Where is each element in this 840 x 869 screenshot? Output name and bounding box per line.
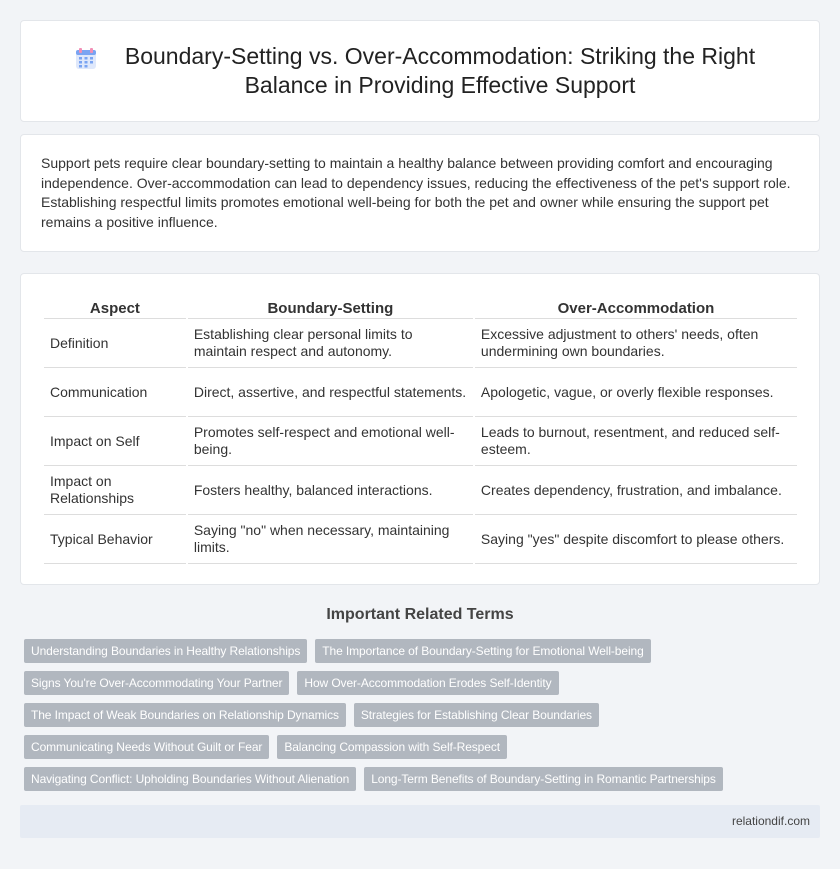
table-row xyxy=(44,417,797,466)
related-term-tag[interactable]: Understanding Boundaries in Healthy Relationships xyxy=(24,639,307,663)
cell-boundary-setting: Saying "no" when necessary, maintaining limits. xyxy=(188,515,473,564)
related-term-tag[interactable]: Strategies for Establishing Clear Boundaries xyxy=(354,703,599,727)
table-header-row xyxy=(44,297,797,319)
cell-aspect: Definition xyxy=(44,319,186,368)
table-row xyxy=(44,466,797,515)
cell-over-accommodation: Leads to burnout, resentment, and reduced self-esteem. xyxy=(475,417,797,466)
page-title: Boundary-Setting vs. Over-Accommodation: Striking the Right Balance in Providing Effective Support xyxy=(124,43,756,98)
header-boundary-setting: Boundary-Setting xyxy=(188,297,473,319)
related-term-tag[interactable]: Signs You're Over-Accommodating Your Partner xyxy=(24,671,289,695)
related-term-tag[interactable]: Communicating Needs Without Guilt or Fear xyxy=(24,735,269,759)
related-term-tag[interactable]: Balancing Compassion with Self-Respect xyxy=(277,735,507,759)
intro-paragraph: Support pets require clear boundary-setting to maintain a healthy balance between providing comfort and encouraging independence. Over-accommodation can lead to dependency issues, reducing the effectiveness of the pet's support role. Establishing respectful limits promotes emotional well-being for both the pet and owner while ensuring the support pet remains a positive influence. xyxy=(41,155,791,230)
table-row xyxy=(44,319,797,368)
cell-aspect: Communication xyxy=(44,368,186,417)
cell-boundary-setting: Direct, assertive, and respectful statements. xyxy=(188,368,473,417)
related-term-tag[interactable]: Long-Term Benefits of Boundary-Setting in Romantic Partnerships xyxy=(364,767,723,791)
cell-over-accommodation: Creates dependency, frustration, and imbalance. xyxy=(475,466,797,515)
table-row xyxy=(44,515,797,564)
title-card xyxy=(20,20,820,122)
cell-aspect: Impact on Relationships xyxy=(44,466,186,515)
comparison-table-card xyxy=(20,273,820,585)
header-over-accommodation: Over-Accommodation xyxy=(475,297,797,319)
footer-site-link[interactable]: relationdif.com xyxy=(731,814,810,828)
cell-boundary-setting: Fosters healthy, balanced interactions. xyxy=(188,466,473,515)
cell-boundary-setting: Establishing clear personal limits to maintain respect and autonomy. xyxy=(188,319,473,368)
cell-aspect: Impact on Self xyxy=(44,417,186,466)
related-terms-list xyxy=(24,639,804,799)
intro-card xyxy=(20,134,820,252)
cell-aspect: Typical Behavior xyxy=(44,515,186,564)
related-term-tag[interactable]: How Over-Accommodation Erodes Self-Identity xyxy=(297,671,558,695)
cell-over-accommodation: Excessive adjustment to others' needs, often undermining own boundaries. xyxy=(475,319,797,368)
table-row xyxy=(44,368,797,417)
related-terms-heading: Important Related Terms xyxy=(326,606,514,623)
related-term-tag[interactable]: The Impact of Weak Boundaries on Relationship Dynamics xyxy=(24,703,346,727)
cell-over-accommodation: Saying "yes" despite discomfort to please others. xyxy=(475,515,797,564)
related-term-tag[interactable]: Navigating Conflict: Upholding Boundaries Without Alienation xyxy=(24,767,356,791)
header-aspect: Aspect xyxy=(44,297,186,319)
comparison-table xyxy=(42,297,799,564)
cell-boundary-setting: Promotes self-respect and emotional well-being. xyxy=(188,417,473,466)
footer xyxy=(20,805,820,838)
related-term-tag[interactable]: The Importance of Boundary-Setting for Emotional Well-being xyxy=(315,639,650,663)
cell-over-accommodation: Apologetic, vague, or overly flexible responses. xyxy=(475,368,797,417)
